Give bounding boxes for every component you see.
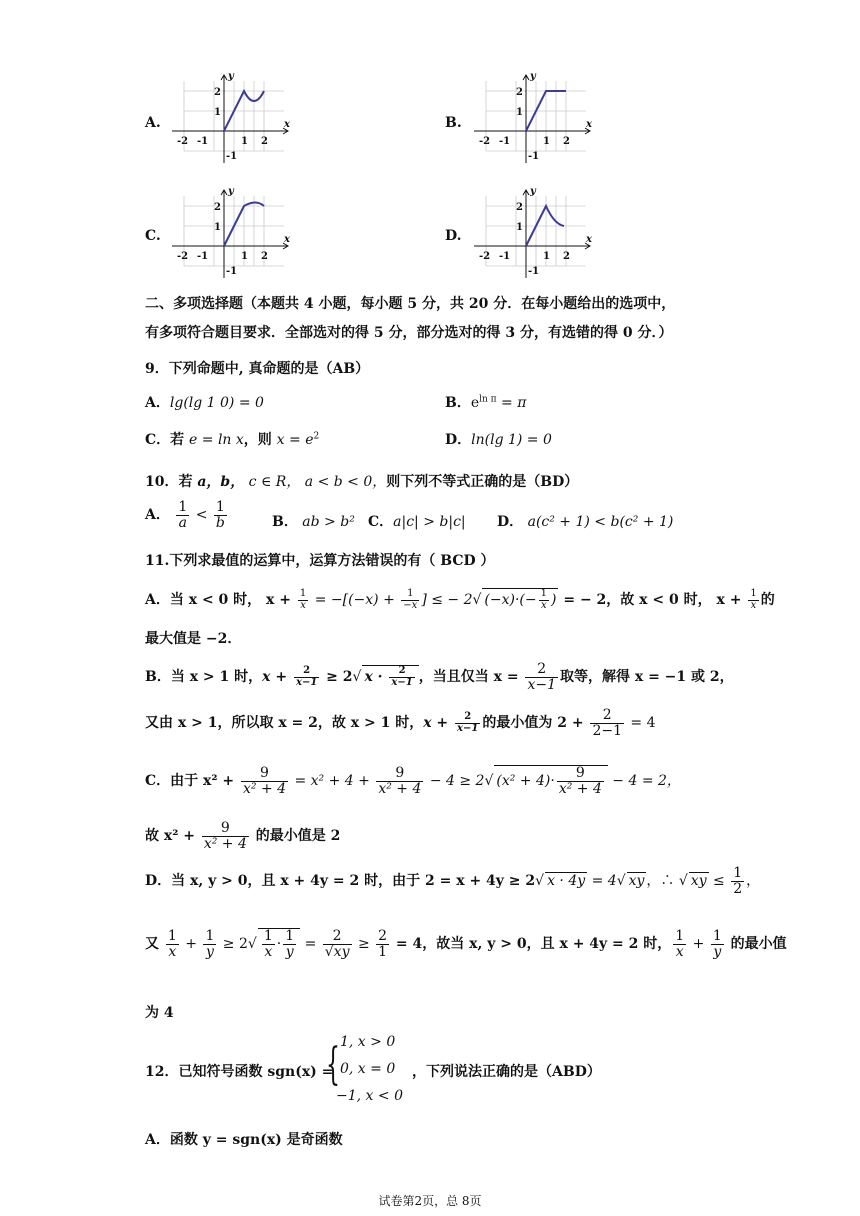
section-heading-line2: 有多项符合题目要求．全部选对的得 5 分，部分选对的得 3 分，有选错的得 0 分．） — [145, 325, 673, 341]
q11-option-b-line1: B．当 x > 1 时，x + $\frac{2}{x-1}$ ≥ 2√ x · $\frac{2}{x-1}$ ，当且仅当 x = $\frac{2}{x-1}$ 取等，解得 x = −1 或 2， — [145, 661, 734, 693]
q9-option-d: D．ln(lg 1) = 0 — [445, 432, 552, 448]
tick-label-x-neg1: -1 — [197, 136, 209, 147]
y-axis-label: y — [228, 186, 234, 197]
graph-option-c — [168, 183, 298, 283]
graph-option-d — [470, 183, 600, 283]
q12-option-a: A．函数 y = sgn(x) 是奇函数 — [145, 1132, 343, 1148]
tick-label-y-neg1: -1 — [226, 151, 238, 162]
q11-option-a-line2: 最大值是 −2． — [145, 631, 242, 647]
y-axis-label: y — [228, 71, 234, 82]
q11-option-c-line1: C．由于 x² + $\frac{9}{\text{x² + 4}}$ = x² + 4 + $\frac{9}{\text{x² + 4}}$ − 4 ≥ 2√ (x² + 4)· $\frac{9}{\text{x² + 4}}$ − 4 = 2， — [145, 765, 681, 797]
y-axis-label: y — [530, 186, 536, 197]
tick-label-x-2: 2 — [261, 251, 268, 262]
page-footer: 试卷第2页，总 8页 — [378, 1194, 482, 1208]
tick-label-y-1: 1 — [516, 222, 523, 233]
q12-case3: −1, x < 0 — [336, 1088, 403, 1104]
tick-label-y-2: 2 — [516, 202, 523, 213]
tick-label-x-neg2: -2 — [479, 136, 491, 147]
q12-case1: 1, x > 0 — [340, 1034, 396, 1050]
q11-option-c-line2: 故 x² + $\frac{9}{\text{x² + 4}}$ 的最小值是 2 — [145, 820, 341, 852]
graph-option-a — [168, 68, 298, 168]
q9-option-c: C．若 e = ln x，则 $x = e^2$ — [145, 431, 320, 448]
tick-label-x-1: 1 — [241, 251, 248, 262]
q11-option-b-line2: 又由 x > 1，所以取 x = 2，故 x > 1 时，x + $\frac{2}{x-1}$ 的最小值为 2 + $\frac{2}{2-1}$ = 4 — [145, 707, 656, 739]
q11-stem: 11.下列求最值的运算中，运算方法错误的有（ BCD ） — [145, 553, 495, 569]
q9-option-b: B．$e^{ln \pi} = \pi$ — [445, 394, 527, 411]
tick-label-x-neg1: -1 — [499, 136, 511, 147]
option-label-d: D. — [445, 228, 462, 244]
q9-option-a: A．lg(lg 1 0) = 0 — [145, 395, 264, 411]
tick-label-y-2: 2 — [516, 87, 523, 98]
option-label-b: B. — [445, 115, 462, 131]
tick-label-y-1: 1 — [214, 107, 221, 118]
q12-brace: { — [326, 1039, 340, 1090]
tick-label-y-2: 2 — [214, 202, 221, 213]
tick-label-y-neg1: -1 — [528, 266, 540, 277]
x-axis-label: x — [284, 119, 290, 130]
q11-option-a-line1: A．当 x < 0 时， x + $\frac{1}{x}$ = −[(−x) + $\frac{1}{-x}$ ] ≤ − 2√ (−x)·(− $\frac{1}{x}$ ) = − 2，故 x < 0 时， x + $\frac{1}{x}$ 的 — [145, 588, 775, 611]
q11-option-d-line3: 为 4 — [145, 1005, 174, 1021]
tick-label-x-2: 2 — [261, 136, 268, 147]
q12-case2: 0, x = 0 — [340, 1061, 396, 1077]
x-axis-label: x — [284, 234, 290, 245]
q11-option-d-line1: D．当 x, y > 0，且 x + 4y = 2 时，由于 2 = x + 4y ≥ 2√ x · 4y = 4√ xy ，∴ √ xy ≤ $\frac{1}{2}$ ， — [145, 865, 761, 897]
tick-label-x-neg2: -2 — [177, 136, 189, 147]
tick-label-y-neg1: -1 — [528, 151, 540, 162]
tick-label-x-neg2: -2 — [177, 251, 189, 262]
tick-label-x-2: 2 — [563, 136, 570, 147]
tick-label-x-1: 1 — [543, 251, 550, 262]
q9-stem: 9．下列命题中, 真命题的是（AB） — [145, 361, 370, 377]
tick-label-x-1: 1 — [241, 136, 248, 147]
tick-label-y-1: 1 — [516, 107, 523, 118]
tick-label-x-neg1: -1 — [197, 251, 209, 262]
q11-option-d-line2: 又 $\frac{1}{x}$ + $\frac{1}{y}$ ≥ 2√ $\frac{1}{x}$ · $\frac{1}{y}$ = $\frac{2}{√xy}$ ≥ $\frac{2}{1}$ = 4，故当 x, y > 0，且 x + 4y = 2 时， $\frac{1}{x}$ + $\frac{1}{y}$ 的最小值 — [145, 928, 787, 960]
q10-stem: 10．若 a，b， c ∈ R， a < b < 0，则下列不等式正确的是（BD） — [145, 474, 579, 490]
option-label-c: C. — [145, 228, 161, 244]
q10-option-d: D． a(c² + 1) < b(c² + 1) — [497, 514, 674, 530]
q12-stem-part2: ，下列说法正确的是（ABD） — [412, 1064, 601, 1080]
option-label-a: A. — [145, 115, 161, 131]
q10-option-a: A． $\frac{1}{a}$ < $\frac{1}{b}$ — [145, 499, 225, 531]
section-heading-line1: 二、多项选择题（本题共 4 小题，每小题 5 分，共 20 分．在每小题给出的选项中， — [145, 296, 676, 312]
tick-label-y-2: 2 — [214, 87, 221, 98]
q10-option-c: C．a|c| > b|c| — [368, 514, 466, 530]
tick-label-x-1: 1 — [543, 136, 550, 147]
y-axis-label: y — [530, 71, 536, 82]
tick-label-y-1: 1 — [214, 222, 221, 233]
tick-label-x-neg1: -1 — [499, 251, 511, 262]
tick-label-x-2: 2 — [563, 251, 570, 262]
x-axis-label: x — [586, 234, 592, 245]
tick-label-y-neg1: -1 — [226, 266, 238, 277]
q10-option-b: B． ab > b² — [272, 514, 355, 530]
x-axis-label: x — [586, 119, 592, 130]
graph-option-b — [470, 68, 600, 168]
tick-label-x-neg2: -2 — [479, 251, 491, 262]
q12-stem-part1: 12．已知符号函数 sgn(x) = — [145, 1064, 334, 1080]
